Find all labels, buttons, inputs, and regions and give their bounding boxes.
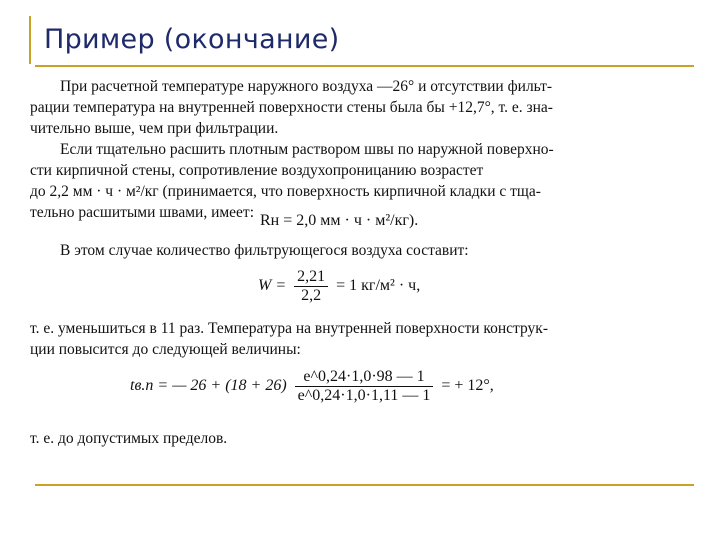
- fraction-numerator: e^0,24·1,0·98 — 1: [295, 368, 434, 387]
- fraction: [294, 268, 328, 305]
- text-line: В этом случае количество фильтрующегося воздуха составит:: [60, 242, 469, 259]
- formula-resistance: Rн = 2,0 мм · ч · м²/кг).: [260, 212, 419, 229]
- text-line: ции повысится до следующей величины:: [30, 341, 301, 358]
- text-line: тельно расшитыми швами, имеет:: [30, 204, 255, 221]
- formula-rhs: = + 12°,: [441, 377, 494, 395]
- top-divider: [35, 65, 694, 67]
- fraction-denominator: 2,2: [301, 287, 322, 304]
- text-line: т. е. уменьшиться в 11 раз. Температура на внутренней поверхности конструк-: [30, 320, 549, 337]
- formula-air-flow: [258, 268, 420, 305]
- text-line: сти кирпичной стены, сопротивление воздухопроницанию возрастет: [30, 162, 484, 179]
- formula-lhs: tв.п = — 26 + (18 + 26): [130, 377, 287, 395]
- title-accent-bar: [29, 16, 31, 64]
- formula-lhs: W =: [258, 277, 287, 295]
- bottom-divider: [35, 484, 694, 486]
- fraction: [295, 368, 434, 405]
- fraction-denominator: e^0,24·1,0·1,11 — 1: [297, 387, 431, 404]
- scanned-text-block: [30, 70, 685, 468]
- text-line: до 2,2 мм · ч · м²/кг (принимается, что поверхность кирпичной кладки с тща-: [30, 183, 541, 200]
- text-line: т. е. до допустимых пределов.: [30, 430, 228, 447]
- slide-title: Пример (окончание): [44, 24, 340, 55]
- text-line: При расчетной температуре наружного воздуха —26° и отсутствии фильт-: [60, 78, 553, 95]
- text-line: чительно выше, чем при фильтрации.: [30, 120, 279, 137]
- formula-temperature: [130, 368, 494, 405]
- text-line: рации температура на внутренней поверхности стены была бы +12,7°, т. е. зна-: [30, 99, 553, 116]
- formula-rhs: = 1 кг/м² · ч,: [336, 277, 421, 295]
- fraction-numerator: 2,21: [294, 268, 328, 287]
- text-line: Если тщательно расшить плотным раствором швы по наружной поверхно-: [60, 141, 554, 158]
